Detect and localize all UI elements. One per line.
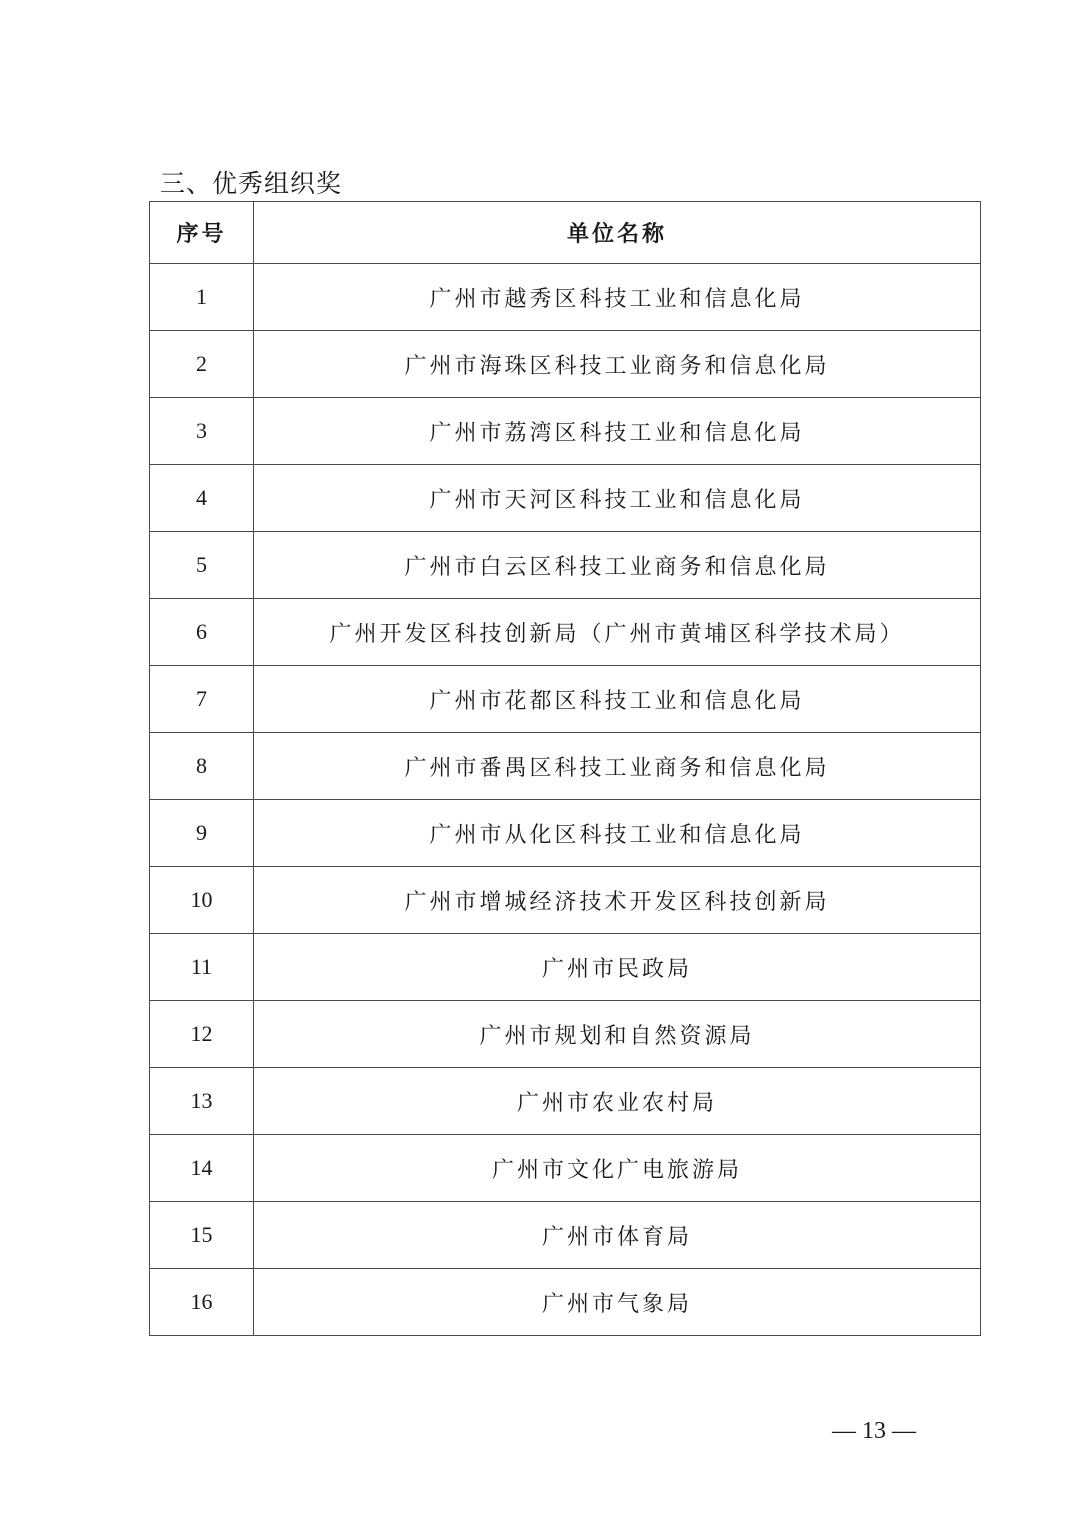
row-number: 13 [150,1068,254,1135]
section-title: 三、优秀组织奖 [160,169,343,198]
row-unit-name: 广州市规划和自然资源局 [254,1001,981,1068]
row-number: 4 [150,465,254,532]
row-unit-name: 广州市气象局 [254,1269,981,1336]
row-unit-name: 广州市体育局 [254,1202,981,1269]
table-row [150,331,981,398]
row-number: 15 [150,1202,254,1269]
row-unit-name: 广州市增城经济技术开发区科技创新局 [254,867,981,934]
row-unit-name: 广州市民政局 [254,934,981,1001]
row-number: 8 [150,733,254,800]
row-number: 12 [150,1001,254,1068]
table-row [150,465,981,532]
table-row [150,1068,981,1135]
row-unit-name: 广州市越秀区科技工业和信息化局 [254,264,981,331]
row-number: 11 [150,934,254,1001]
row-number: 9 [150,800,254,867]
table-row [150,733,981,800]
row-unit-name: 广州市从化区科技工业和信息化局 [254,800,981,867]
table-header-row [150,202,981,264]
table-body [150,264,981,1336]
table-row [150,934,981,1001]
row-number: 5 [150,532,254,599]
table-row [150,264,981,331]
table-row [150,1001,981,1068]
page-number: — 13 — [832,1418,916,1444]
row-unit-name: 广州市文化广电旅游局 [254,1135,981,1202]
row-number: 1 [150,264,254,331]
header-name: 单位名称 [254,202,981,264]
row-unit-name: 广州市番禺区科技工业商务和信息化局 [254,733,981,800]
table-row [150,398,981,465]
table-row [150,599,981,666]
row-unit-name: 广州市白云区科技工业商务和信息化局 [254,532,981,599]
header-number: 序号 [150,202,254,264]
row-unit-name: 广州开发区科技创新局（广州市黄埔区科学技术局） [254,599,981,666]
row-number: 6 [150,599,254,666]
row-unit-name: 广州市农业农村局 [254,1068,981,1135]
row-number: 3 [150,398,254,465]
row-number: 2 [150,331,254,398]
award-table [149,201,981,1336]
table-row [150,666,981,733]
table-row [150,800,981,867]
row-unit-name: 广州市天河区科技工业和信息化局 [254,465,981,532]
row-unit-name: 广州市海珠区科技工业商务和信息化局 [254,331,981,398]
row-unit-name: 广州市荔湾区科技工业和信息化局 [254,398,981,465]
row-number: 14 [150,1135,254,1202]
table-row [150,867,981,934]
table-row [150,532,981,599]
row-number: 10 [150,867,254,934]
row-number: 7 [150,666,254,733]
row-number: 16 [150,1269,254,1336]
row-unit-name: 广州市花都区科技工业和信息化局 [254,666,981,733]
table-row [150,1202,981,1269]
table-row [150,1269,981,1336]
table-row [150,1135,981,1202]
